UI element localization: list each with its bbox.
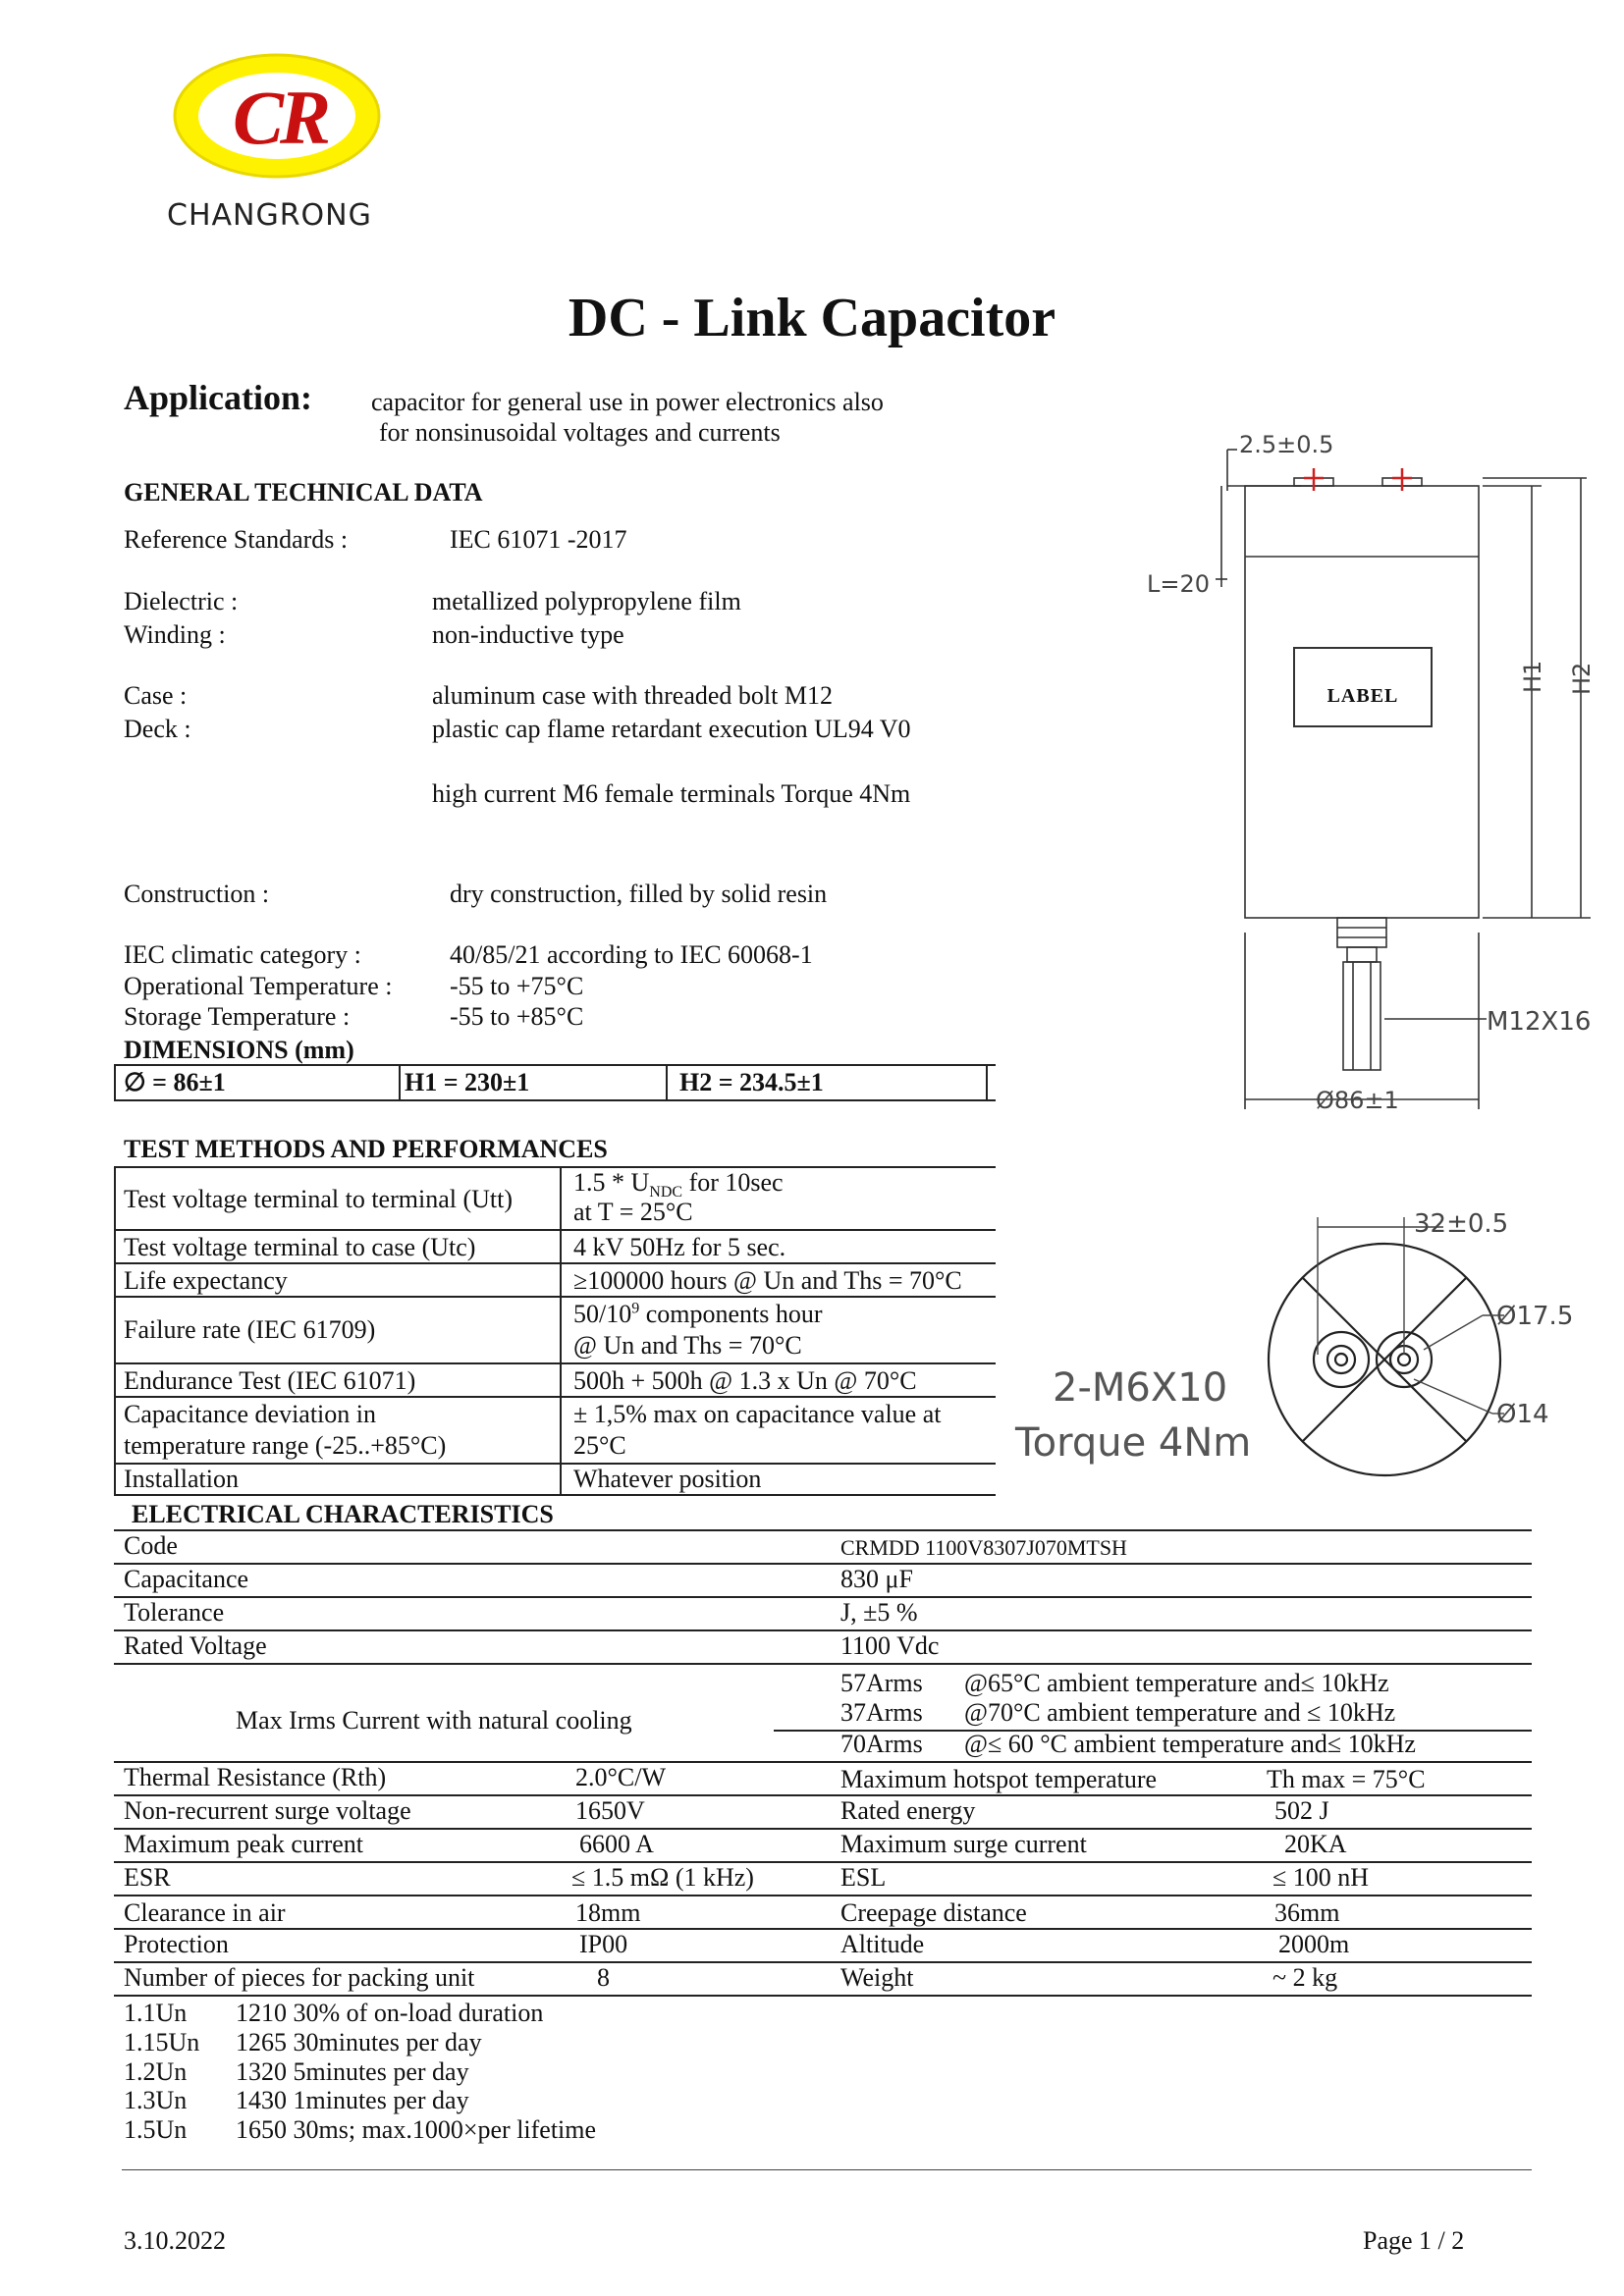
tolerance-value: J, ±5 % bbox=[840, 1598, 918, 1627]
dim-d175: Ø17.5 bbox=[1496, 1302, 1574, 1331]
installation-label: Installation bbox=[124, 1465, 239, 1493]
ref-standards-value: IEC 61071 -2017 bbox=[450, 525, 627, 554]
pair-label-left: Thermal Resistance (Rth) bbox=[124, 1763, 387, 1791]
winding-value: non-inductive type bbox=[432, 620, 624, 649]
climatic-value: 40/85/21 according to IEC 60068-1 bbox=[450, 940, 813, 969]
overvoltage-value: 1430 1minutes per day bbox=[236, 2086, 469, 2114]
top-view-drawing bbox=[1247, 1207, 1581, 1502]
tests-rule bbox=[114, 1296, 996, 1298]
pair-label-left: Clearance in air bbox=[124, 1898, 286, 1927]
pair-value-right: Th max = 75°C bbox=[1267, 1765, 1426, 1793]
pair-value-left: 2.0°C/W bbox=[575, 1763, 667, 1791]
label-box-text: LABEL bbox=[1326, 685, 1399, 707]
dimensions-top-rule bbox=[114, 1064, 996, 1066]
irms-amps-1: 57Arms bbox=[840, 1669, 923, 1697]
dim-d14: Ø14 bbox=[1496, 1400, 1549, 1429]
logo-brand: CHANGRONG bbox=[167, 198, 372, 233]
tests-divider bbox=[560, 1166, 562, 1494]
dimensions-divider bbox=[399, 1064, 401, 1099]
cap-dev-value-1: ± 1,5% max on capacitance value at bbox=[573, 1400, 942, 1428]
terminal-outer bbox=[1314, 1332, 1369, 1387]
footer-rule bbox=[122, 2169, 1532, 2170]
utc-label: Test voltage terminal to case (Utc) bbox=[124, 1233, 476, 1261]
dimension-h2: H2 = 234.5±1 bbox=[679, 1068, 824, 1096]
climatic-label: IEC climatic category : bbox=[124, 940, 361, 969]
electrical-rule bbox=[114, 1529, 1532, 1531]
utc-value: 4 kV 50Hz for 5 sec. bbox=[573, 1233, 786, 1261]
pair-value-right: ≤ 100 nH bbox=[1272, 1863, 1370, 1892]
deck-label: Deck : bbox=[124, 715, 191, 743]
terminal-spec: 2-M6X10 bbox=[1053, 1365, 1228, 1411]
irms-cond-2: @70°C ambient temperature and ≤ 10kHz bbox=[964, 1698, 1396, 1727]
pair-value-right: 502 J bbox=[1274, 1796, 1329, 1825]
pair-label-left: Maximum peak current bbox=[124, 1830, 364, 1858]
capacitance-value: 830 μF bbox=[840, 1565, 913, 1593]
dim-pitch: 32±0.5 bbox=[1414, 1209, 1509, 1239]
dim-h1: H1 bbox=[1519, 660, 1546, 693]
ref-standards-label: Reference Standards : bbox=[124, 525, 349, 554]
dim-l: L=20 bbox=[1147, 570, 1211, 598]
electrical-rule bbox=[114, 1895, 1532, 1896]
construction-value: dry construction, filled by solid resin bbox=[450, 880, 828, 908]
dimensions-divider bbox=[114, 1064, 116, 1099]
case-label: Case : bbox=[124, 681, 188, 710]
utt-value-2: at T = 25°C bbox=[573, 1198, 693, 1226]
tests-rule bbox=[114, 1396, 996, 1398]
dimensions-bottom-rule bbox=[114, 1099, 996, 1101]
tests-divider bbox=[114, 1166, 116, 1494]
pair-label-left: Protection bbox=[124, 1930, 229, 1958]
overvoltage-value: 1320 5minutes per day bbox=[236, 2057, 469, 2086]
rated-voltage-value: 1100 Vdc bbox=[840, 1631, 940, 1660]
dimensions-heading: DIMENSIONS (mm) bbox=[124, 1036, 354, 1064]
cap-dev-label-2: temperature range (-25..+85°C) bbox=[124, 1431, 447, 1460]
pair-label-right: Maximum hotspot temperature bbox=[840, 1765, 1158, 1793]
irms-cond-3: @≤ 60 °C ambient temperature and≤ 10kHz bbox=[964, 1730, 1416, 1758]
footer-page: Page 1 / 2 bbox=[1363, 2226, 1465, 2255]
pair-label-right: Rated energy bbox=[840, 1796, 976, 1825]
code-value: CRMDD 1100V8307J070MTSH bbox=[840, 1535, 1127, 1560]
application-label: Application: bbox=[124, 378, 313, 417]
rated-voltage-label: Rated Voltage bbox=[124, 1631, 267, 1660]
company-logo bbox=[167, 49, 383, 233]
endurance-label: Endurance Test (IEC 61071) bbox=[124, 1366, 416, 1395]
overvoltage-factor: 1.1Un bbox=[124, 1999, 188, 2027]
overvoltage-value: 1650 30ms; max.1000×per lifetime bbox=[236, 2115, 597, 2144]
pair-value-left: 18mm bbox=[575, 1898, 641, 1927]
pair-label-right: Maximum surge current bbox=[840, 1830, 1087, 1858]
irms-cond-1: @65°C ambient temperature and≤ 10kHz bbox=[964, 1669, 1389, 1697]
dim-diameter: Ø86±1 bbox=[1316, 1087, 1399, 1114]
endurance-value: 500h + 500h @ 1.3 x Un @ 70°C bbox=[573, 1366, 917, 1395]
overvoltage-factor: 1.15Un bbox=[124, 2028, 200, 2056]
electrical-rule bbox=[114, 1563, 1532, 1565]
code-label: Code bbox=[124, 1531, 178, 1560]
installation-value: Whatever position bbox=[573, 1465, 762, 1493]
dim-top-offset: 2.5±0.5 bbox=[1239, 431, 1334, 458]
construction-label: Construction : bbox=[124, 880, 270, 908]
electrical-rule bbox=[114, 1995, 1532, 1997]
electrical-rule bbox=[114, 1663, 1532, 1665]
overvoltage-value: 1210 30% of on-load duration bbox=[236, 1999, 544, 2027]
electrical-rule bbox=[114, 1629, 1532, 1631]
pair-label-left: Non-recurrent surge voltage bbox=[124, 1796, 411, 1825]
pair-label-left: Number of pieces for packing unit bbox=[124, 1963, 475, 1992]
pair-value-left: ≤ 1.5 mΩ (1 kHz) bbox=[571, 1863, 754, 1892]
failure-label: Failure rate (IEC 61709) bbox=[124, 1315, 376, 1344]
overvoltage-factor: 1.2Un bbox=[124, 2057, 188, 2086]
dimensions-divider bbox=[986, 1064, 988, 1099]
application-line-2: for nonsinusoidal voltages and currents bbox=[379, 418, 781, 447]
page-title: DC - Link Capacitor bbox=[568, 288, 1056, 348]
tests-rule bbox=[114, 1494, 996, 1496]
irms-label: Max Irms Current with natural cooling bbox=[236, 1706, 632, 1735]
footer-date: 3.10.2022 bbox=[124, 2226, 226, 2255]
deck-value: plastic cap flame retardant execution UL94 V0 bbox=[432, 715, 911, 743]
overvoltage-factor: 1.5Un bbox=[124, 2115, 188, 2144]
tolerance-label: Tolerance bbox=[124, 1598, 225, 1627]
tests-rule bbox=[114, 1262, 996, 1264]
electrical-rule bbox=[114, 1596, 1532, 1598]
life-label: Life expectancy bbox=[124, 1266, 288, 1295]
life-value: ≥100000 hours @ Un and Ths = 70°C bbox=[573, 1266, 962, 1295]
dim-h2: H2 bbox=[1568, 662, 1596, 695]
irms-amps-3: 70Arms bbox=[840, 1730, 923, 1758]
general-heading: GENERAL TECHNICAL DATA bbox=[124, 478, 483, 507]
storage-temp-label: Storage Temperature : bbox=[124, 1002, 351, 1031]
pair-label-right: ESL bbox=[840, 1863, 887, 1892]
op-temp-value: -55 to +75°C bbox=[450, 972, 584, 1000]
dim-bolt: M12X16 bbox=[1487, 1007, 1592, 1037]
winding-label: Winding : bbox=[124, 620, 226, 649]
case-value: aluminum case with threaded bolt M12 bbox=[432, 681, 833, 710]
overvoltage-value: 1265 30minutes per day bbox=[236, 2028, 482, 2056]
failure-value-1: $50/10^9$ components hour bbox=[573, 1300, 823, 1328]
cap-dev-label-1: Capacitance deviation in bbox=[124, 1400, 377, 1428]
utt-value-1: $1.5 * U_{NDC}$ for 10sec bbox=[573, 1168, 784, 1201]
tests-heading: TEST METHODS AND PERFORMANCES bbox=[124, 1135, 608, 1163]
op-temp-label: Operational Temperature : bbox=[124, 972, 393, 1000]
pair-label-right: Altitude bbox=[840, 1930, 925, 1958]
electrical-heading: ELECTRICAL CHARACTERISTICS bbox=[132, 1500, 554, 1528]
dimension-h1: H1 = 230±1 bbox=[405, 1068, 530, 1096]
pair-label-left: ESR bbox=[124, 1863, 171, 1892]
terminals-value: high current M6 female terminals Torque 4Nm bbox=[432, 779, 911, 808]
bolt-thread bbox=[1343, 962, 1380, 1070]
cap-dev-value-2: 25°C bbox=[573, 1431, 626, 1460]
tests-rule bbox=[114, 1463, 996, 1465]
overvoltage-factor: 1.3Un bbox=[124, 2086, 188, 2114]
dimensions-divider bbox=[666, 1064, 668, 1099]
capacitance-label: Capacitance bbox=[124, 1565, 249, 1593]
tests-rule bbox=[114, 1229, 996, 1231]
dimension-diameter: ∅ = 86±1 bbox=[124, 1068, 226, 1096]
pair-label-right: Creepage distance bbox=[840, 1898, 1027, 1927]
dielectric-label: Dielectric : bbox=[124, 587, 239, 615]
pair-value-left: 6600 A bbox=[579, 1830, 654, 1858]
storage-temp-value: -55 to +85°C bbox=[450, 1002, 584, 1031]
torque-spec: Torque 4Nm bbox=[1015, 1420, 1252, 1466]
utt-label: Test voltage terminal to terminal (Utt) bbox=[124, 1185, 514, 1213]
pair-value-left: 1650V bbox=[575, 1796, 645, 1825]
dielectric-value: metallized polypropylene film bbox=[432, 587, 741, 615]
pair-value-right: 2000m bbox=[1278, 1930, 1350, 1958]
irms-amps-2: 37Arms bbox=[840, 1698, 923, 1727]
logo-monogram: CR bbox=[232, 75, 328, 160]
failure-value-2: @ Un and Ths = 70°C bbox=[573, 1331, 802, 1360]
application-line-1: capacitor for general use in power electronics also bbox=[371, 388, 884, 416]
pair-value-right: ~ 2 kg bbox=[1272, 1963, 1338, 1992]
pair-label-right: Weight bbox=[840, 1963, 914, 1992]
pair-value-left: IP00 bbox=[579, 1930, 628, 1958]
pair-value-left: 8 bbox=[597, 1963, 610, 1992]
pair-value-right: 20KA bbox=[1284, 1830, 1347, 1858]
tests-rule bbox=[114, 1166, 996, 1168]
bolt-base bbox=[1337, 918, 1386, 947]
tests-rule bbox=[114, 1362, 996, 1364]
pair-value-right: 36mm bbox=[1274, 1898, 1340, 1927]
